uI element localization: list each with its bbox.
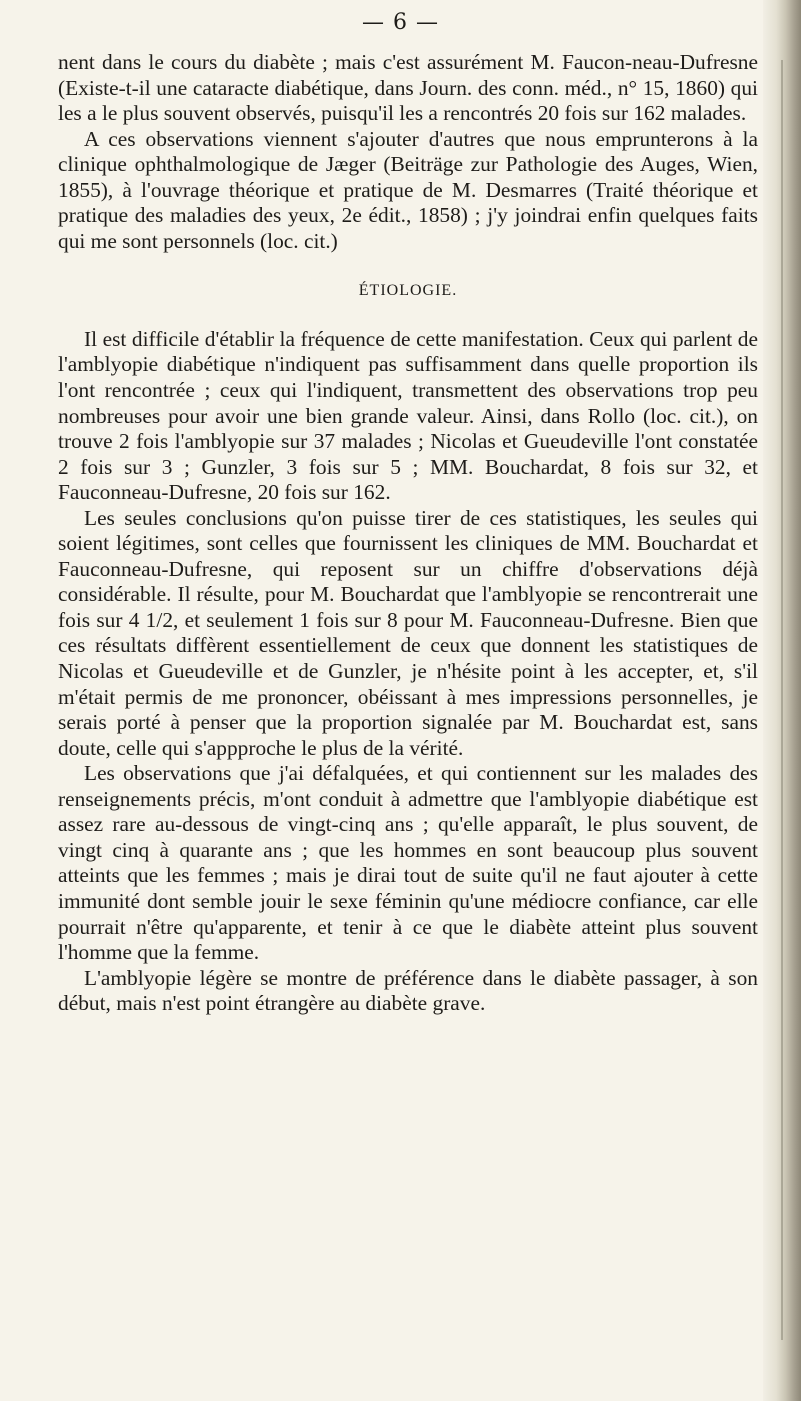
paragraph: nent dans le cours du diabète ; mais c'est assurément M. Faucon-neau-Dufresne (Existe-t-il une cataracte diabétique, dans Journ. des conn. méd., n° 15, 1860) qui les a le plus souvent observés, puisqu'il les a rencontrés 20 fois sur 162 malades. [58, 50, 758, 126]
paragraph: Il est difficile d'établir la fréquence de cette manifestation. Ceux qui parlent de l'amblyopie diabétique n'indiquent pas suffisamment dans quelle proportion ils l'ont rencontrée ; ceux qui l'indiquent, transmettent des observations trop peu nombreuses pour avoir une bien grande valeur. Ainsi, dans Rollo (loc. cit.), on trouve 2 fois l'amblyopie sur 37 malades ; Nicolas et Gueudeville l'ont constatée 2 fois sur 3 ; Gunzler, 3 fois sur 5 ; MM. Bouchardat, 8 fois sur 32, et Fauconneau-Dufresne, 20 fois sur 162. [58, 326, 758, 505]
section-heading: ÉTIOLOGIE. [358, 282, 458, 300]
paragraph: Les seules conclusions qu'on puisse tirer de ces statistiques, les seules qui soient légitimes, sont celles que fournissent les cliniques de MM. Bouchardat et Fauconneau-Dufresne, qui reposent sur un chiffre d'observations déjà considérable. Il résulte, pour M. Bouchardat que l'amblyopie se rencontrerait une fois sur 4 1/2, et seulement 1 fois sur 8 pour M. Fauconneau-Dufresne. Bien que ces résultats diffèrent essentiellement de ceux que donnent les statistiques de Nicolas et Gueudeville et de Gunzler, je n'hésite point à les accepter, et, s'il m'était permis de me prononcer, obéissant à mes impressions personnelles, je serais porté à penser que la proportion signalée par M. Bouchardat est, sans doute, celle qui s'appproche le plus de la vérité. [58, 505, 758, 760]
page-number: — 6 — [362, 10, 439, 35]
paragraph: A ces observations viennent s'ajouter d'autres que nous emprunterons à la clinique ophthalmologique de Jæger (Beiträge zur Pathologie des Auges, Wien, 1855), à l'ouvrage théorique et pratique de M. Desmarres (Traité théorique et pratique des maladies des yeux, 2e édit., 1858) ; j'y joindrai enfin quelques faits qui me sont personnels (loc. cit.) [58, 126, 758, 253]
binding-line [781, 60, 783, 1340]
paragraph: L'amblyopie légère se montre de préférence dans le diabète passager, à son début, mais n'est point étrangère au diabète grave. [58, 965, 758, 1016]
paragraph: Les observations que j'ai défalquées, et qui contiennent sur les malades des renseignements précis, m'ont conduit à admettre que l'amblyopie diabétique est assez rare au-dessous de vingt-cinq ans ; qu'elle apparaît, le plus souvent, de vingt cinq à quarante ans ; que les hommes en sont beaucoup plus souvent atteints que les femmes ; mais je dirai tout de suite qu'il ne faut ajouter à cette immunité dont semble jouir le sexe féminin qu'une médiocre confiance, car elle pourrait n'être qu'apparente, et tenir à ce que le diabète atteint plus souvent l'homme que la femme. [58, 761, 758, 965]
body-text [58, 50, 758, 1017]
